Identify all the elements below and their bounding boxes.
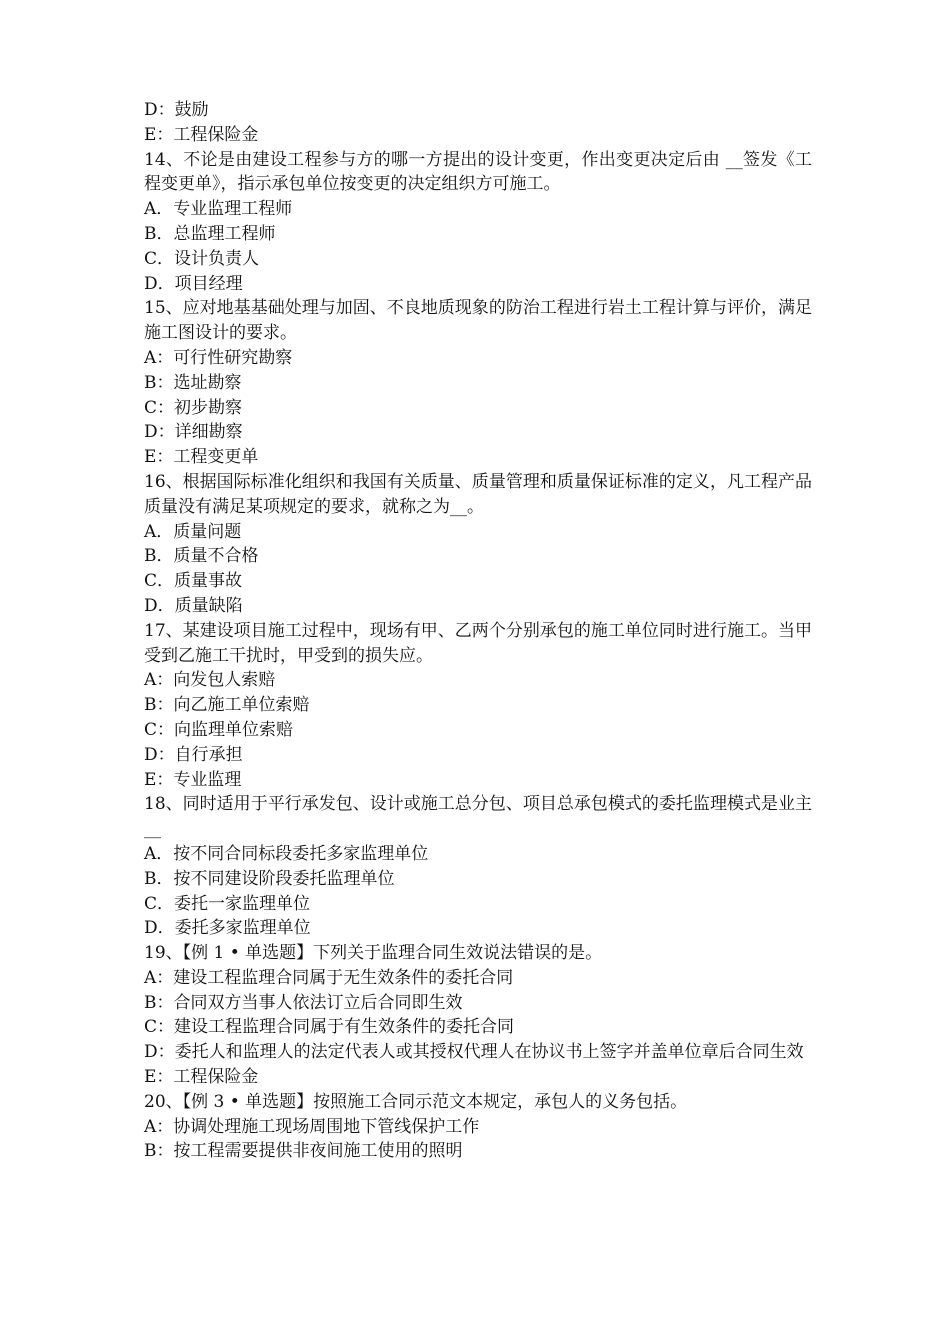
question-20: 20、【例 3 • 单选题】按照施工合同示范文本规定，承包人的义务包括。 (144, 1091, 688, 1112)
question-16: 16、根据国际标准化组织和我国有关质量、质量管理和质量保证标准的定义，凡工程产品质量没有满足某项规定的要求，就称之为__。 (144, 471, 812, 517)
option-e: E：工程保险金 (144, 124, 259, 145)
option-d: D：委托人和监理人的法定代表人或其授权代理人在协议书上签字并盖单位章后合同生效 (144, 1042, 804, 1063)
option-a: A．按不同合同标段委托多家监理单位 (144, 843, 429, 864)
option-e: E：工程变更单 (144, 447, 259, 468)
document-page (144, 98, 812, 1164)
option-a: A：建设工程监理合同属于无生效条件的委托合同 (144, 967, 514, 988)
question-17: 17、某建设项目施工过程中，现场有甲、乙两个分别承包的施工单位同时进行施工。当甲受到乙施工干扰时，甲受到的损失应。 (144, 620, 812, 666)
option-d: D．质量缺陷 (144, 595, 243, 616)
option-b: B．按不同建设阶段委托监理单位 (144, 868, 395, 889)
option-a: A．质量问题 (144, 521, 242, 542)
option-c: C．设计负责人 (144, 248, 260, 269)
question-18: 18、同时适用于平行承发包、设计或施工总分包、项目总承包模式的委托监理模式是业主__ (144, 794, 812, 840)
option-d: D：自行承担 (144, 744, 243, 765)
option-c: C：初步勘察 (144, 397, 243, 418)
option-d: D：详细勘察 (144, 422, 243, 443)
option-d: D：鼓励 (144, 100, 209, 120)
option-e: E：工程保险金 (144, 1067, 259, 1088)
option-a: A：可行性研究勘察 (144, 347, 293, 368)
option-c: C．质量事故 (144, 571, 243, 592)
question-15: 15、应对地基基础处理与加固、不良地质现象的防治工程进行岩土工程计算与评价，满足施工图设计的要求。 (144, 298, 812, 344)
option-b: B：向乙施工单位索赔 (144, 695, 310, 716)
option-b: B：合同双方当事人依法订立后合同即生效 (144, 992, 463, 1013)
option-b: B：按工程需要提供非夜间施工使用的照明 (144, 1141, 463, 1162)
option-a: A：协调处理施工现场周围地下管线保护工作 (144, 1116, 480, 1137)
option-b: B．总监理工程师 (144, 223, 276, 244)
option-c: C．委托一家监理单位 (144, 893, 311, 914)
option-d: D．项目经理 (144, 273, 243, 294)
option-b: B：选址勘察 (144, 372, 242, 393)
option-d: D．委托多家监理单位 (144, 918, 311, 939)
option-c: C：建设工程监理合同属于有生效条件的委托合同 (144, 1017, 515, 1038)
option-b: B．质量不合格 (144, 546, 259, 567)
question-19: 19、【例 1 • 单选题】下列关于监理合同生效说法错误的是。 (144, 943, 603, 964)
option-a: A．专业监理工程师 (144, 199, 293, 220)
option-a: A：向发包人索赔 (144, 670, 276, 691)
option-e: E：专业监理 (144, 769, 242, 790)
question-14: 14、不论是由建设工程参与方的哪一方提出的设计变更，作出变更决定后由 __签发《工程变更单》，指示承包单位按变更的决定组织方可施工。 (144, 149, 812, 195)
option-c: C：向监理单位索赔 (144, 719, 294, 740)
